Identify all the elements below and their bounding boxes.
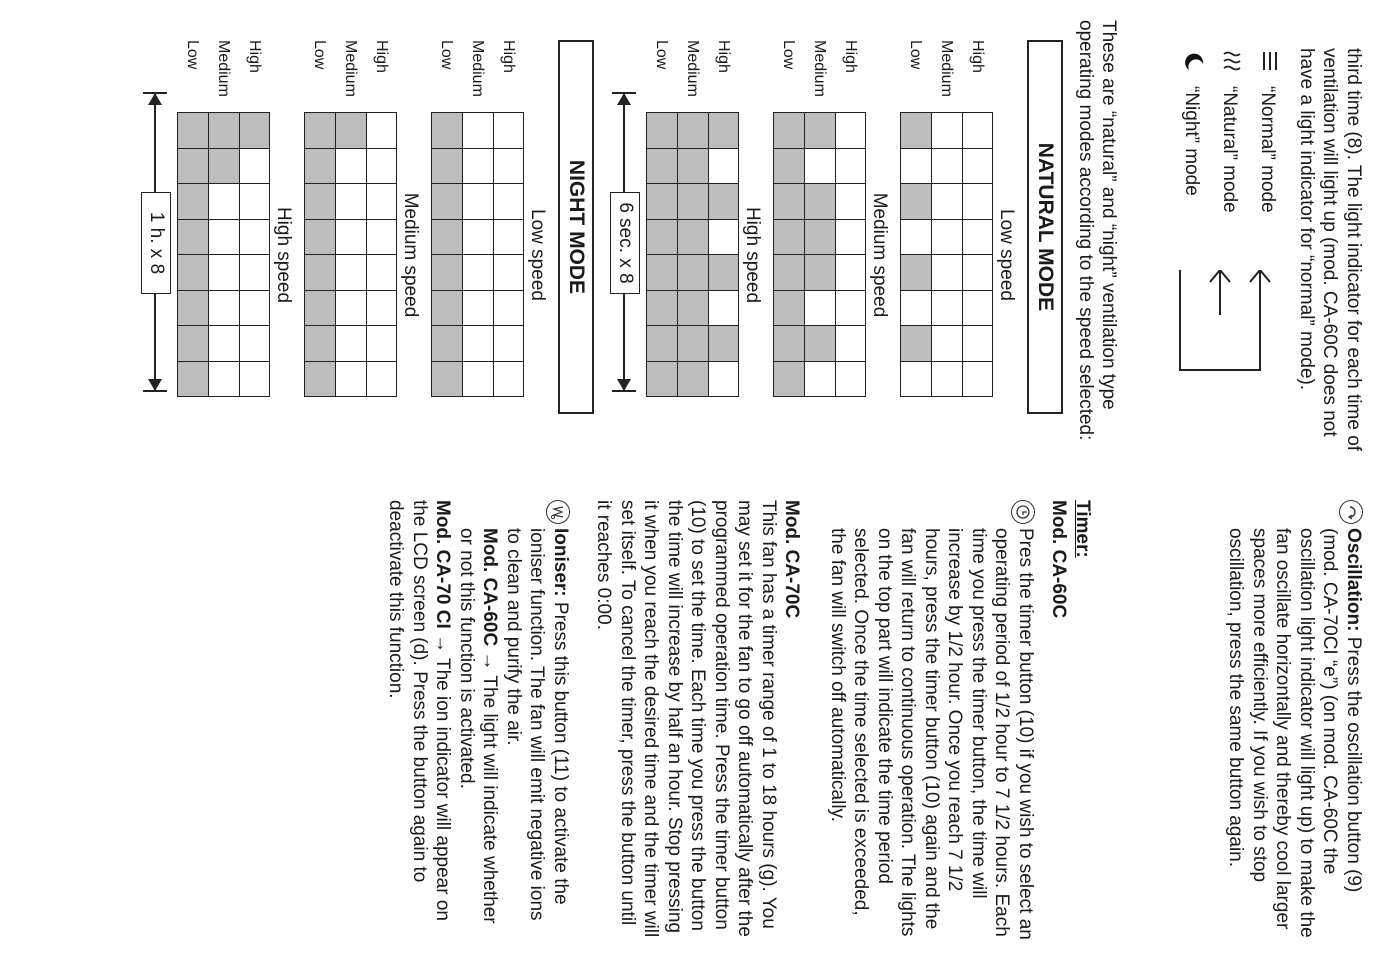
grid-cell-off xyxy=(239,219,270,255)
grid-cell-off xyxy=(209,255,240,291)
oscillation-body: Press the oscillation button (9) (mod. CA-70CI “e”) (on mod. CA-60C the oscillation light indicator will light up) to make the fan oscillate horizontally and thereby cool larger spaces more efficiently. If you wish to stop oscillation, press the same button again. xyxy=(1225,528,1364,938)
grid-cell-off xyxy=(962,290,993,326)
row-label: Medium xyxy=(811,40,829,97)
row-label: Low xyxy=(311,40,329,70)
pattern-grid xyxy=(178,112,271,397)
pattern-grid xyxy=(901,112,994,397)
grid-cell-off xyxy=(463,219,494,255)
grid-cell-on xyxy=(209,148,240,184)
grid-cell-on xyxy=(774,290,805,326)
grid-cell-on xyxy=(774,113,805,149)
grid-cell-on xyxy=(647,113,678,149)
mode-label: “Night” mode xyxy=(1181,86,1203,196)
ioniser-icon xyxy=(546,500,570,524)
grid-cell-on xyxy=(805,113,836,149)
grid-cell-off xyxy=(835,361,866,397)
grid-cell-on xyxy=(178,113,209,149)
row-labels xyxy=(774,40,867,112)
mode-label: “Normal” mode xyxy=(1257,86,1279,213)
ioniser-60-body: The light will indicate whether or not this function is activated. xyxy=(456,528,501,924)
grid-cell-on xyxy=(432,361,463,397)
night-interval-arrow xyxy=(136,92,176,392)
grid-cell-on xyxy=(305,326,336,362)
row-label: High xyxy=(969,40,987,73)
grid-cell-on xyxy=(805,184,836,220)
grid-cell-on xyxy=(239,113,270,149)
grid-cell-off xyxy=(932,219,963,255)
grid-cell-off xyxy=(962,148,993,184)
grid-cell-on xyxy=(901,184,932,220)
grid-cell-off xyxy=(239,184,270,220)
grid-cell-on xyxy=(678,326,709,362)
grid-cell-off xyxy=(366,113,397,149)
speed-title: Medium speed xyxy=(400,192,422,318)
grid-cell-on xyxy=(432,219,463,255)
ioniser-60-text xyxy=(455,500,502,940)
grid-cell-on xyxy=(901,255,932,291)
speed-title: High speed xyxy=(742,206,764,304)
grid-cell-on xyxy=(432,255,463,291)
grid-cell-on xyxy=(432,290,463,326)
timer-heading: Timer: xyxy=(1072,500,1093,558)
speed-title: High speed xyxy=(273,206,295,304)
pattern-grid xyxy=(432,112,525,397)
grid-cell-on xyxy=(647,326,678,362)
pattern-grid xyxy=(305,112,398,397)
grid-cell-on xyxy=(178,148,209,184)
oscillation-section xyxy=(1224,500,1365,940)
row-label: Low xyxy=(780,40,798,70)
grid-cell-off xyxy=(708,361,739,397)
mode-natural xyxy=(1211,48,1249,460)
oscillation-heading: Oscillation: xyxy=(1343,528,1364,632)
grid-cell-off xyxy=(463,148,494,184)
timer-model-70: Mod. CA-70C xyxy=(781,500,803,619)
row-labels xyxy=(901,40,994,112)
grid-cell-on xyxy=(708,113,739,149)
grid-cell-off xyxy=(835,148,866,184)
ioniser-section xyxy=(384,500,572,940)
grid-cell-on xyxy=(774,219,805,255)
grid-cell-off xyxy=(336,255,367,291)
grid-cell-on xyxy=(805,255,836,291)
grid-cell-off xyxy=(493,184,524,220)
grid-cell-on xyxy=(901,113,932,149)
grid-cell-on xyxy=(305,113,336,149)
ioniser-model-60: Mod. CA-60C → xyxy=(479,528,501,671)
mode-normal xyxy=(1249,48,1287,460)
grid-cell-off xyxy=(708,148,739,184)
row-label: Medium xyxy=(469,40,487,97)
grid-cell-off xyxy=(336,148,367,184)
ioniser-body: Press this button (11) to activate the ioniser function. The fan will emit negative ions to clean and purify the air. xyxy=(503,528,571,921)
grid-cell-off xyxy=(835,113,866,149)
grid-cell-off xyxy=(493,326,524,362)
natural-speed-block xyxy=(774,40,893,420)
timer-60-section xyxy=(826,500,1038,940)
grid-cell-on xyxy=(305,219,336,255)
row-label: High xyxy=(842,40,860,73)
grid-cell-off xyxy=(962,255,993,291)
grid-cell-on xyxy=(336,113,367,149)
grid-cell-on xyxy=(901,326,932,362)
grid-cell-on xyxy=(432,148,463,184)
grid-cell-on xyxy=(774,255,805,291)
row-label: Medium xyxy=(938,40,956,97)
grid-cell-on xyxy=(178,326,209,362)
grid-cell-on xyxy=(305,361,336,397)
grid-cell-on xyxy=(805,219,836,255)
speed-title: Medium speed xyxy=(869,192,891,318)
grid-cell-off xyxy=(493,290,524,326)
grid-cell-on xyxy=(209,113,240,149)
grid-cell-off xyxy=(835,326,866,362)
mode-cycle-arrow-icon xyxy=(1167,270,1277,390)
grid-cell-on xyxy=(647,219,678,255)
row-labels xyxy=(305,40,398,112)
grid-cell-on xyxy=(647,255,678,291)
grid-cell-off xyxy=(932,184,963,220)
mode-list xyxy=(1135,20,1287,460)
grid-cell-off xyxy=(962,113,993,149)
row-label: Low xyxy=(653,40,671,70)
natural-mode-title: NATURAL MODE xyxy=(1028,40,1064,414)
speed-title: Low speed xyxy=(527,209,549,301)
grid-cell-on xyxy=(774,148,805,184)
ioniser-heading: Ioniser: xyxy=(550,528,571,597)
grid-cell-off xyxy=(932,148,963,184)
night-speed-block xyxy=(432,40,551,420)
grid-cell-off xyxy=(239,255,270,291)
grid-cell-on xyxy=(678,361,709,397)
grid-cell-off xyxy=(239,361,270,397)
natural-mode-diagrams xyxy=(647,20,1020,460)
natural-mode-icon xyxy=(1217,48,1243,74)
grid-cell-off xyxy=(962,361,993,397)
speed-title: Low speed xyxy=(996,209,1018,301)
grid-cell-on xyxy=(432,326,463,362)
night-interval-label: 1 h. x 8 xyxy=(142,192,172,294)
grid-cell-off xyxy=(463,361,494,397)
grid-cell-off xyxy=(463,290,494,326)
row-labels xyxy=(178,40,271,112)
night-speed-block xyxy=(305,40,424,420)
grid-cell-off xyxy=(962,184,993,220)
grid-cell-off xyxy=(209,361,240,397)
natural-speed-block xyxy=(901,40,1020,420)
pattern-grid xyxy=(774,112,867,397)
grid-cell-on xyxy=(647,184,678,220)
timer-70-text: This fan has a timer range of 1 to 18 hours (g). You may set it for the fan to go off automatically after the programmed operation time. Press the timer button (10) to set the time. Each time you press the button the time will increase by half an hour. Stop pressing it when you reach the desired time and the timer will set itself. To cancel the timer, press the button until it reaches 0:00. xyxy=(593,500,779,938)
grid-cell-on xyxy=(432,113,463,149)
grid-cell-off xyxy=(901,219,932,255)
mode-night xyxy=(1173,48,1211,460)
grid-cell-off xyxy=(336,290,367,326)
grid-cell-on xyxy=(178,219,209,255)
grid-cell-off xyxy=(493,255,524,291)
grid-cell-on xyxy=(678,255,709,291)
grid-cell-off xyxy=(708,219,739,255)
grid-cell-off xyxy=(336,184,367,220)
grid-cell-off xyxy=(366,184,397,220)
grid-cell-off xyxy=(366,326,397,362)
timer-icon xyxy=(1011,500,1035,524)
grid-cell-off xyxy=(463,113,494,149)
grid-cell-off xyxy=(493,148,524,184)
grid-cell-off xyxy=(805,290,836,326)
grid-cell-on xyxy=(805,326,836,362)
grid-cell-on xyxy=(678,113,709,149)
grid-cell-off xyxy=(336,326,367,362)
grid-cell-off xyxy=(835,184,866,220)
night-mode-icon xyxy=(1178,48,1206,74)
timer-model-60: Mod. CA-60C xyxy=(1048,500,1070,619)
row-label: Medium xyxy=(342,40,360,97)
grid-cell-on xyxy=(178,361,209,397)
grid-cell-off xyxy=(493,361,524,397)
grid-cell-off xyxy=(336,361,367,397)
grid-cell-on xyxy=(678,184,709,220)
grid-cell-on xyxy=(305,148,336,184)
grid-cell-on xyxy=(774,326,805,362)
row-labels xyxy=(432,40,525,112)
grid-cell-off xyxy=(835,255,866,291)
grid-cell-off xyxy=(932,255,963,291)
grid-cell-off xyxy=(336,219,367,255)
ventilation-text: These are “natural” and “night” ventilation type operating modes according to the speed selected: xyxy=(1075,20,1120,441)
night-mode-title: NIGHT MODE xyxy=(559,40,595,414)
night-speed-block xyxy=(178,40,297,420)
left-column xyxy=(136,20,1366,460)
grid-cell-off xyxy=(932,290,963,326)
row-label: High xyxy=(246,40,264,73)
grid-cell-on xyxy=(647,148,678,184)
grid-cell-off xyxy=(366,255,397,291)
grid-cell-off xyxy=(901,361,932,397)
grid-cell-on xyxy=(178,290,209,326)
row-label: Low xyxy=(438,40,456,70)
natural-speed-block xyxy=(647,40,766,420)
grid-cell-off xyxy=(209,219,240,255)
grid-cell-off xyxy=(239,290,270,326)
grid-cell-on xyxy=(678,219,709,255)
grid-cell-off xyxy=(493,113,524,149)
grid-cell-off xyxy=(463,184,494,220)
grid-cell-on xyxy=(305,184,336,220)
row-label: Medium xyxy=(215,40,233,97)
grid-cell-off xyxy=(962,326,993,362)
grid-cell-off xyxy=(901,290,932,326)
grid-cell-off xyxy=(901,148,932,184)
grid-cell-off xyxy=(366,219,397,255)
right-column xyxy=(384,500,1365,940)
grid-cell-off xyxy=(209,326,240,362)
row-label: Medium xyxy=(684,40,702,97)
natural-interval-arrow xyxy=(605,92,645,392)
grid-cell-off xyxy=(239,148,270,184)
grid-cell-on xyxy=(432,184,463,220)
grid-cell-off xyxy=(366,148,397,184)
night-mode-diagrams xyxy=(178,20,551,460)
intro-text: third time (8). The light indicator for each time of ventilation will light up (mod. CA-60C does not have a light indicator for “normal” mode). xyxy=(1296,48,1364,452)
grid-cell-on xyxy=(774,184,805,220)
natural-interval-label: 6 sec. x 8 xyxy=(611,192,641,294)
grid-cell-on xyxy=(647,290,678,326)
grid-cell-off xyxy=(708,290,739,326)
row-label: High xyxy=(715,40,733,73)
oscillation-icon xyxy=(1339,500,1363,524)
grid-cell-off xyxy=(962,219,993,255)
grid-cell-on xyxy=(678,148,709,184)
row-labels xyxy=(647,40,740,112)
grid-cell-off xyxy=(366,290,397,326)
grid-cell-on xyxy=(647,361,678,397)
grid-cell-on xyxy=(178,255,209,291)
grid-cell-on xyxy=(708,326,739,362)
grid-cell-off xyxy=(493,219,524,255)
grid-cell-off xyxy=(463,326,494,362)
ioniser-70-body: The ion indicator will appear on the LCD screen (d). Press the button again to deactivate this function. xyxy=(385,500,454,921)
grid-cell-off xyxy=(932,326,963,362)
grid-cell-on xyxy=(305,255,336,291)
mode-label: “Natural” mode xyxy=(1219,86,1241,213)
grid-cell-on xyxy=(708,255,739,291)
grid-cell-off xyxy=(932,361,963,397)
grid-cell-off xyxy=(805,361,836,397)
grid-cell-on xyxy=(678,290,709,326)
grid-cell-on xyxy=(178,184,209,220)
timer-60-text: Pres the timer button (10) if you wish to select an operating period of 1/2 hour to 7 1/2 hours. Each time you press the timer button, the time will increase by 1/2 hour. Once you reach 7 1/2 hours, press the timer button (10) again and the fan will return to continuous operation. The lights on the top part will indicate the time period selected. Once the time selected is exceeded, the fan will switch off automatically. xyxy=(827,528,1036,940)
grid-cell-off xyxy=(209,184,240,220)
row-label: Low xyxy=(907,40,925,70)
grid-cell-off xyxy=(209,290,240,326)
row-label: Low xyxy=(184,40,202,70)
row-label: High xyxy=(373,40,391,73)
grid-cell-on xyxy=(708,184,739,220)
ioniser-model-70: Mod. CA-70 CI → xyxy=(432,500,454,654)
grid-cell-off xyxy=(932,113,963,149)
oscillation-text xyxy=(1224,500,1365,940)
grid-cell-off xyxy=(463,255,494,291)
ioniser-text xyxy=(502,500,573,940)
normal-mode-icon xyxy=(1255,48,1281,74)
grid-cell-off xyxy=(835,290,866,326)
grid-cell-on xyxy=(305,290,336,326)
grid-cell-on xyxy=(774,361,805,397)
grid-cell-off xyxy=(239,326,270,362)
grid-cell-off xyxy=(366,361,397,397)
pattern-grid xyxy=(647,112,740,397)
row-label: High xyxy=(500,40,518,73)
grid-cell-off xyxy=(805,148,836,184)
grid-cell-off xyxy=(835,219,866,255)
ioniser-70-text xyxy=(384,500,455,940)
